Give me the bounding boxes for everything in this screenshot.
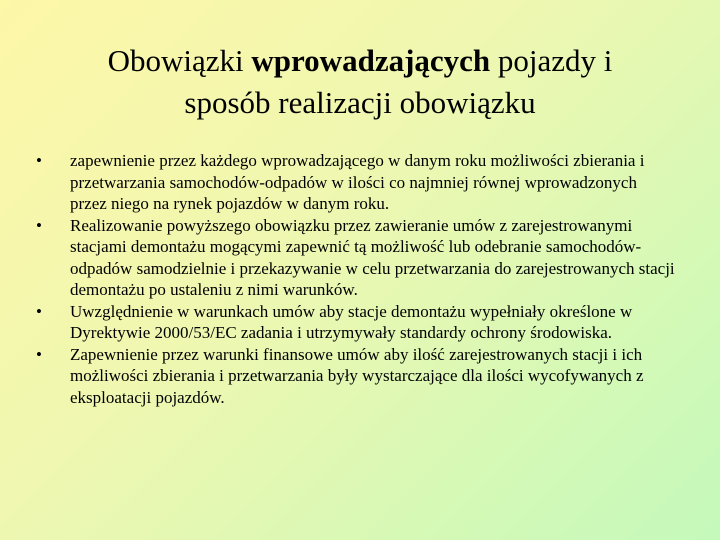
bullet-item — [36, 344, 676, 409]
title-bold-word: wprowadzających — [251, 43, 491, 78]
bullet-list — [36, 150, 676, 408]
bullet-text: zapewnienie przez każdego wprowadzającego w danym roku możliwości zbierania i przetwarzania samochodów-odpadów w ilości co najmniej równej wprowadzonych przez niego na rynek pojazdów w danym roku. — [70, 151, 645, 213]
bullet-text: Uwzględnienie w warunkach umów aby stacje demontażu wypełniały określone w Dyrektywie 2000/53/EC zadania i utrzymywały standardy ochrony środowiska. — [70, 301, 633, 342]
title-text-end: pojazdy i — [490, 43, 613, 78]
bullet-marker: • — [36, 215, 42, 235]
bullet-item — [36, 301, 676, 344]
title-text-start: Obowiązki — [107, 43, 252, 78]
bullet-text: Zapewnienie przez warunki finansowe umów aby ilość zarejestrowanych stacji i ich możliwości zbierania i przetwarzania były wystarczające dla ilości wycofywanych z eksploatacji pojazdów. — [70, 344, 644, 407]
bullet-marker: • — [36, 344, 42, 364]
title-second-line: sposób realizacji obowiązku — [184, 85, 536, 120]
bullet-item — [36, 150, 676, 215]
bullet-marker: • — [36, 301, 42, 321]
bullet-marker: • — [36, 151, 42, 170]
bullet-item — [36, 215, 676, 301]
slide-title — [20, 40, 700, 124]
bullet-text: Realizowanie powyższego obowiązku przez zawieranie umów z zarejestrowanymi stacjami demontażu mogącymi zapewnić tą możliwość lub odebranie samochodów-odpadów samodzielnie i przekazywanie w celu przetwarzania do zarejestrowanych stacji demontażu po ustaleniu z nimi warunków. — [70, 215, 675, 299]
